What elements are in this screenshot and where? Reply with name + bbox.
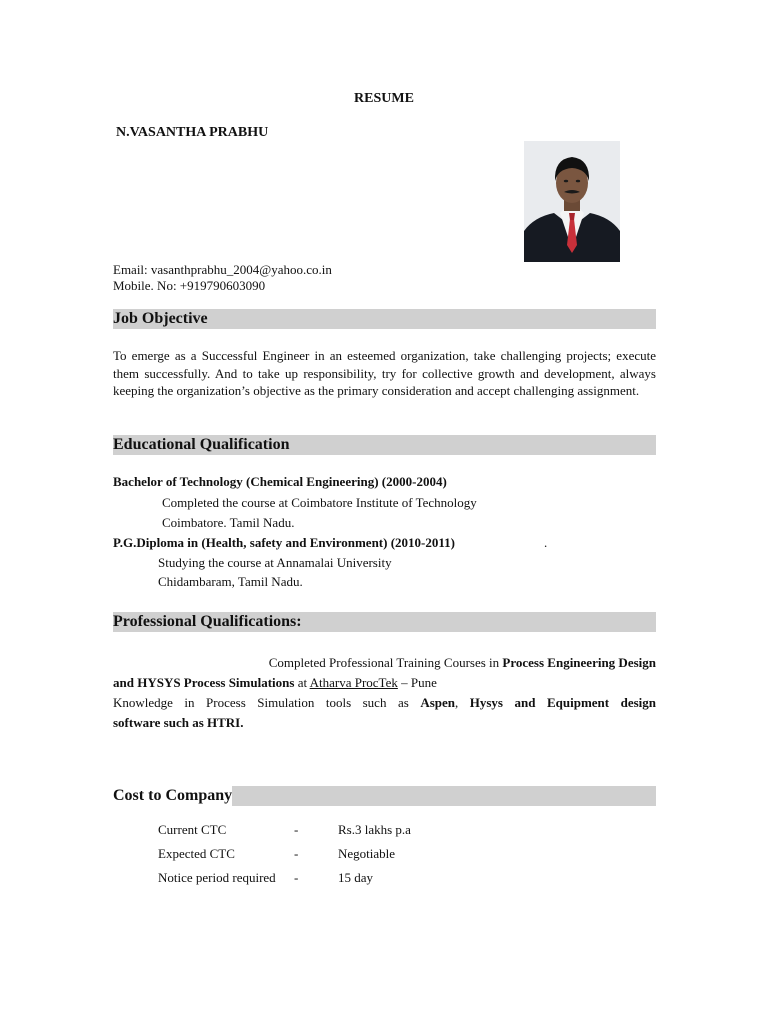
candidate-name: N.VASANTHA PRABHU xyxy=(116,125,269,140)
ctc-label: Current CTC xyxy=(158,822,227,837)
profile-photo xyxy=(524,141,620,262)
section-title: Professional Qualifications: xyxy=(113,613,302,630)
pg-diploma-trailing-mark: . xyxy=(544,535,548,550)
ctc-row-current xyxy=(158,821,411,838)
resume-title: RESUME xyxy=(354,91,414,106)
pg-line-1: Studying the course at Annamalai University xyxy=(158,555,392,570)
section-header-ctc xyxy=(113,786,656,806)
degree-btech: Bachelor of Technology (Chemical Engineering) (2000-2004) xyxy=(113,474,447,489)
tool-hysys: Hysys and Equipment design xyxy=(469,695,657,710)
ctc-row-notice-period xyxy=(158,869,374,886)
section-header-education xyxy=(113,435,656,455)
tools-intro: Knowledge in Process Simulation tools such as xyxy=(113,695,421,710)
professional-line-2 xyxy=(113,673,656,693)
mobile-line: Mobile. No: +919790603090 xyxy=(113,278,266,293)
tool-htri: software such as HTRI. xyxy=(113,715,244,730)
ctc-label: Expected CTC xyxy=(158,846,235,861)
professional-line-1 xyxy=(113,653,656,673)
section-title: Job Objective xyxy=(113,310,208,327)
section-title: Cost to Company xyxy=(113,787,233,804)
professional-line-3 xyxy=(113,693,656,713)
ctc-separator: - xyxy=(294,822,299,837)
training-location: – Pune xyxy=(397,675,437,690)
portrait-illustration xyxy=(524,141,620,262)
section-header-job-objective xyxy=(113,309,656,329)
ctc-value: Negotiable xyxy=(338,846,396,861)
professional-line-4 xyxy=(113,713,656,733)
ctc-value: Rs.3 lakhs p.a xyxy=(338,822,411,837)
degree-pg-diploma: P.G.Diploma in (Health, safety and Environment) (2010-2011) xyxy=(113,535,455,550)
job-objective-text: To emerge as a Successful Engineer in an esteemed organization, take challenging projects; execute them successfully. And to take up responsibility, try for collective growth and development, always keeping the organization’s objective as the primary consideration and accept challenging assignment. xyxy=(113,348,656,398)
ctc-label: Notice period required xyxy=(158,870,276,885)
tool-aspen: Aspen xyxy=(420,695,455,710)
ctc-row-expected xyxy=(158,845,396,862)
section-title: Educational Qualification xyxy=(113,436,290,453)
pg-line-2: Chidambaram, Tamil Nadu. xyxy=(158,574,303,589)
ctc-separator: - xyxy=(294,846,299,861)
professional-text xyxy=(113,653,656,733)
ctc-separator: - xyxy=(294,870,299,885)
btech-line-1: Completed the course at Coimbatore Institute of Technology xyxy=(162,495,477,510)
training-intro: Completed Professional Training Courses in xyxy=(268,655,503,670)
connector-at: at xyxy=(294,675,310,690)
training-topic-2: and HYSYS Process Simulations xyxy=(113,675,295,690)
contact-info xyxy=(113,262,332,294)
email-line: Email: vasanthprabhu_2004@yahoo.co.in xyxy=(113,262,332,277)
section-header-professional xyxy=(113,612,656,632)
btech-line-2: Coimbatore. Tamil Nadu. xyxy=(162,515,295,530)
training-topic-1: Process Engineering Design xyxy=(502,655,656,670)
ctc-value: 15 day xyxy=(338,870,374,885)
separator-comma: , xyxy=(455,695,470,710)
training-institute: Atharva ProcTek xyxy=(309,675,398,690)
